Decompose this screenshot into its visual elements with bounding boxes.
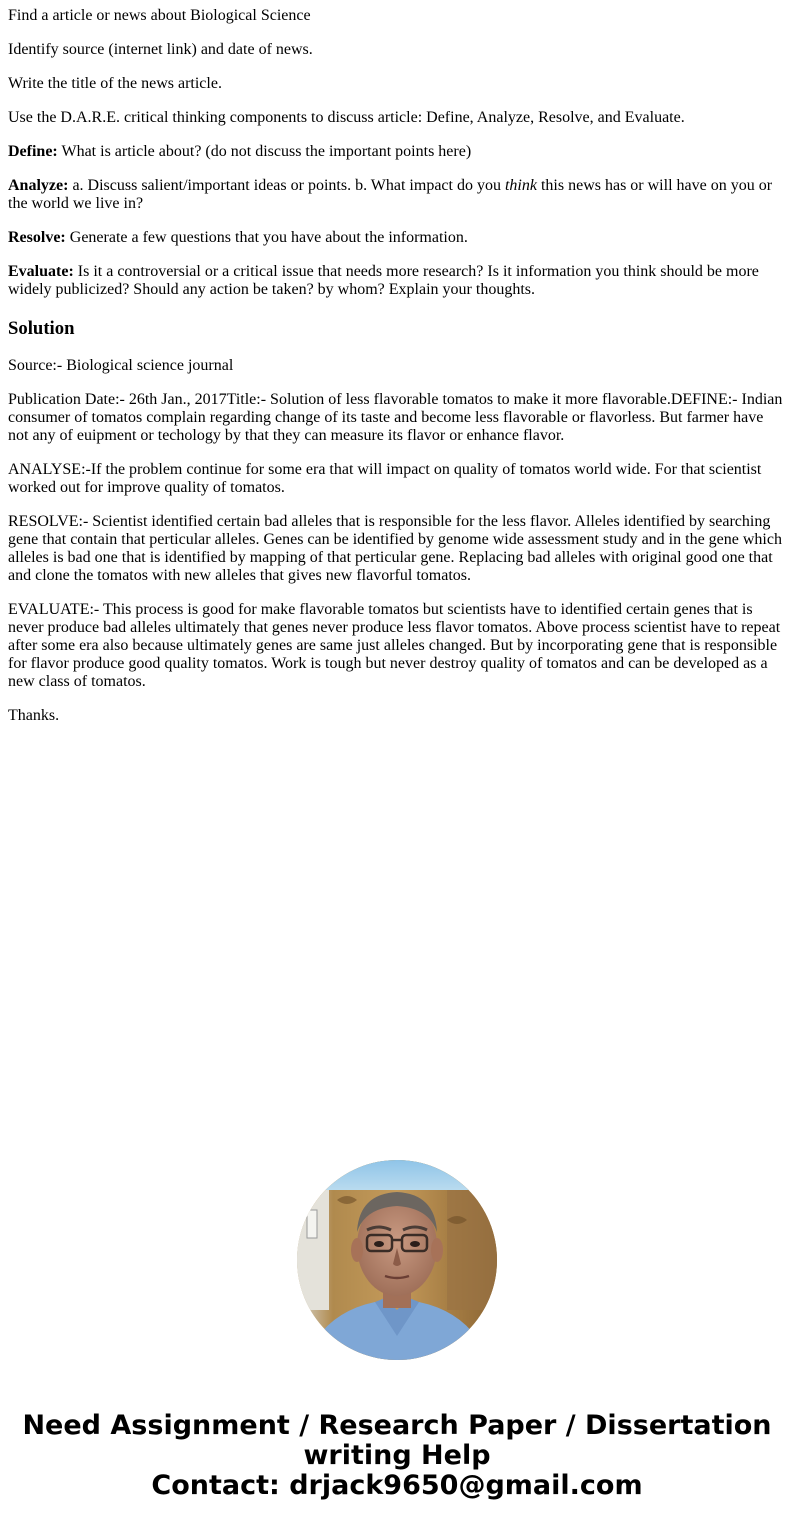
question-line: Use the D.A.R.E. critical thinking components to discuss article: Define, Analyze, Resolve, and Evaluate. xyxy=(8,109,685,126)
question-line: Write the title of the news article. xyxy=(8,75,222,92)
author-portrait xyxy=(297,1160,497,1360)
author-avatar xyxy=(297,1160,497,1360)
resolve-instruction xyxy=(8,229,786,247)
footer-contact: Contact: drjack9650@gmail.com xyxy=(151,1470,643,1501)
solution-source: Source:- Biological science journal xyxy=(8,357,234,374)
evaluate-label: Evaluate: xyxy=(8,263,74,280)
solution-evaluate: EVALUATE:- This process is good for make flavorable tomatos but scientists have to identified certain genes that is never produce bad alleles ultimately that genes never produce less flavor tomatos. Above process scientist have to repeat after some era also because ultimately genes are same just alleles changed. But by incorporating gene that is responsible for flavor produce good quality tomatos. Work is tough but never destroy quality of tomatos and can be developed as a new class of tomatos. xyxy=(8,601,781,690)
analyze-italic: think xyxy=(504,177,537,194)
solution-heading: Solution xyxy=(8,318,75,339)
solution-thanks: Thanks. xyxy=(8,707,60,724)
solution-analyse: ANALYSE:-If the problem continue for some era that will impact on quality of tomatos world wide. For that scientist worked out for improve quality of tomatos. xyxy=(8,461,762,496)
evaluate-text: Is it a controversial or a critical issue that needs more research? Is it information you think should be more widely publicized? Should any action be taken? by whom? Explain your thoughts. xyxy=(8,263,759,298)
define-instruction xyxy=(8,143,786,161)
analyze-text: this news has or will have on you or the world we live in? xyxy=(8,177,773,212)
analyze-text: a. Discuss salient/important ideas or points. b. What impact do you xyxy=(68,177,505,194)
question-line: Identify source (internet link) and date of news. xyxy=(8,41,313,58)
resolve-text: Generate a few questions that you have about the information. xyxy=(65,229,468,246)
solution-define: Publication Date:- 26th Jan., 2017Title:- Solution of less flavorable tomatos to make it more flavorable.DEFINE:- Indian consumer of tomatos complain regarding change of its taste and become less flavorable or flavorless. But farmer have not any of euipment or techology by that they can measure its flavor or enhance flavor. xyxy=(8,391,783,444)
analyze-label: Analyze: xyxy=(8,177,69,194)
analyze-instruction xyxy=(8,177,786,213)
resolve-label: Resolve: xyxy=(8,229,66,246)
question-line: Find a article or news about Biological Science xyxy=(8,7,311,24)
evaluate-instruction xyxy=(8,263,786,299)
define-label: Define: xyxy=(8,143,58,160)
define-text: What is article about? (do not discuss the important points here) xyxy=(57,143,472,160)
solution-resolve: RESOLVE:- Scientist identified certain bad alleles that is responsible for the less flavor. Alleles identified by searching gene that contain that perticular alleles. Genes can be identified by genome wide assessment study and in the gene which alleles is bad one that is identified by mapping of that perticular gene. Replacing bad alleles with original good one that and clone the tomatos with new alleles that gives new flavorful tomatos. xyxy=(8,513,782,584)
footer-line: Need Assignment / Research Paper / Dissertation xyxy=(22,1410,772,1441)
document-body xyxy=(0,7,794,725)
footer-line: writing Help xyxy=(303,1440,491,1471)
footer-banner xyxy=(0,1411,794,1501)
